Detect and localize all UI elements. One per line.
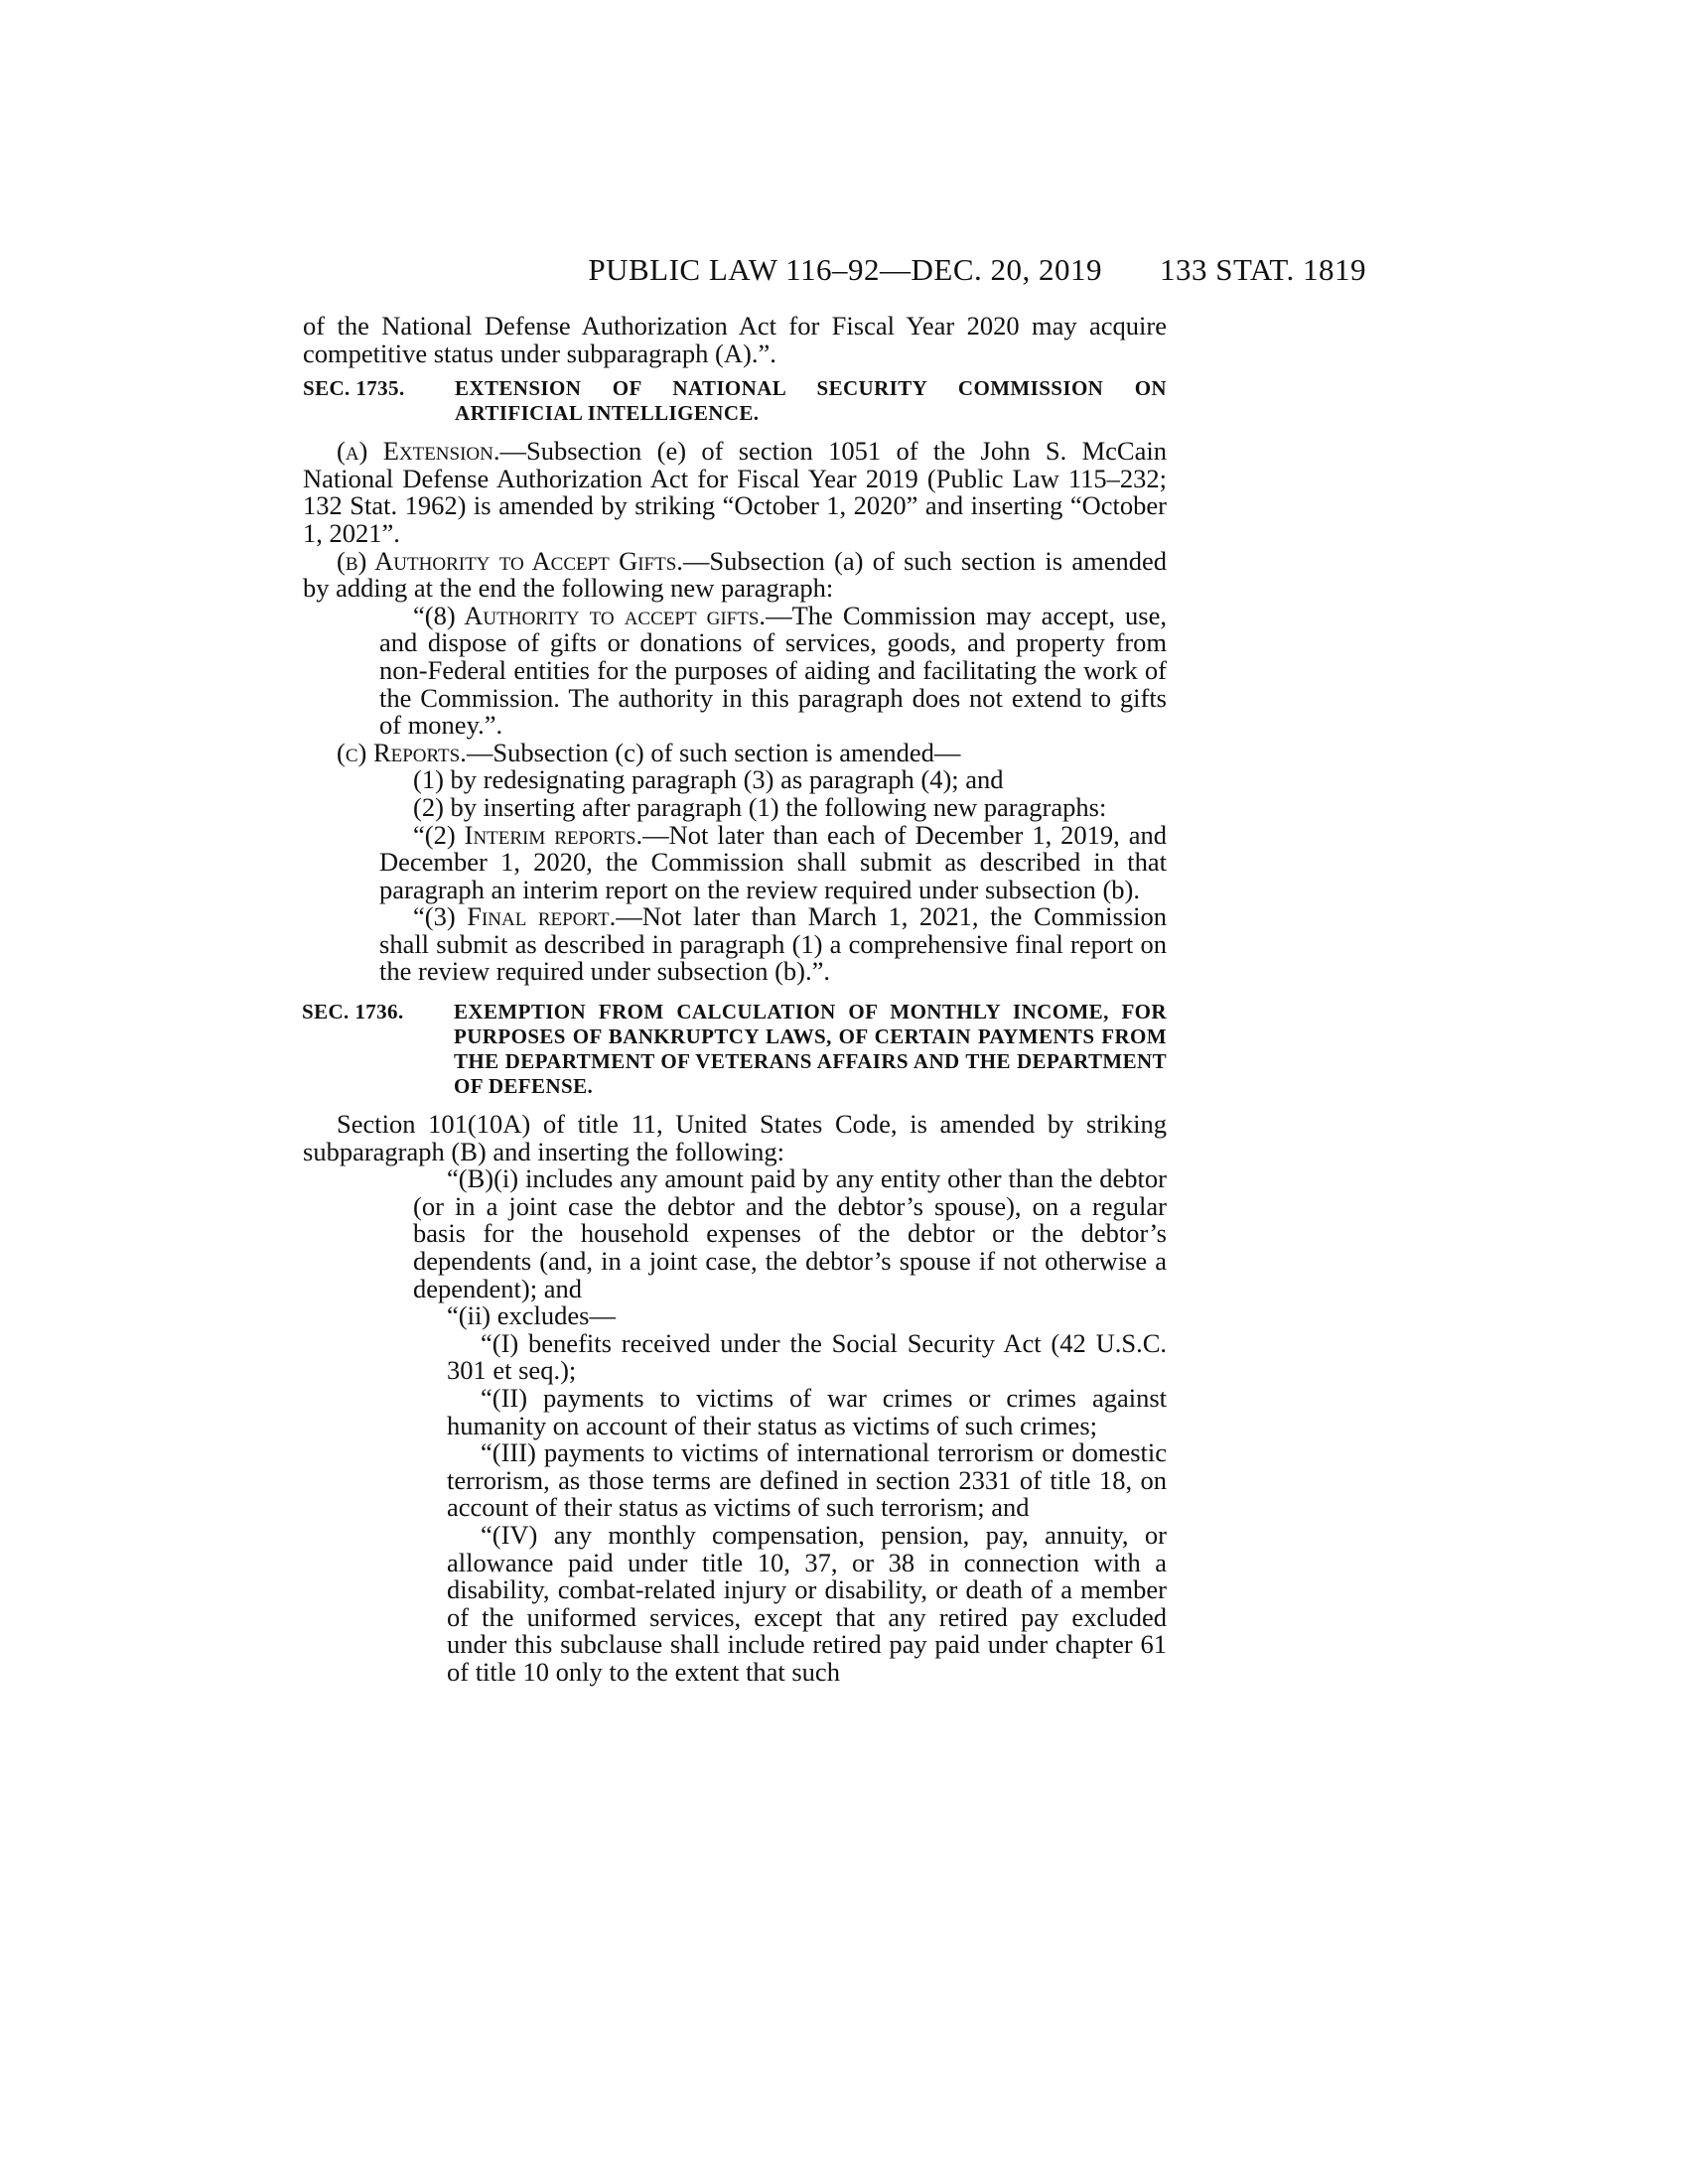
subsection-a [303,438,1167,547]
section-1736-heading [302,1000,1167,1099]
subsection-c-heading: (c) Reports. [337,737,467,767]
section-title: EXTENSION OF NATIONAL SECURITY COMMISSION ON ARTIFICIAL INTELLIGENCE. [455,376,1167,426]
paragraph-8-text: —The Commission may accept, use, and dispose of gifts or donations of services, goods, and property from non-Federal entities for the purposes of aiding and facilitating the work of the Commission. The authority in this paragraph does not extend to gifts of money.”. [379,600,1167,741]
clause-ii: “(ii) excludes— [447,1300,616,1331]
subsection-c-item-1: (1) by redesignating paragraph (3) as paragraph (4); and [413,764,1004,795]
final-report-text: —Not later than March 1, 2021, the Commission shall submit as described in paragraph (1) a comprehensive final report on the review required under subsection (b).”. [379,901,1167,987]
paragraph-8 [379,600,1167,741]
final-report-paragraph [379,903,1167,986]
subsection-c-item-2: (2) by inserting after paragraph (1) the following new paragraphs: [413,791,1107,822]
running-title: PUBLIC LAW 116–92—DEC. 20, 2019 [588,252,1102,287]
subclause-III: “(III) payments to victims of international terrorism or domestic terrorism, as those terms are defined in section 2331 of title 18, on account of their status as victims of such terrorism; and [447,1437,1167,1523]
interim-reports-paragraph [379,819,1167,904]
interim-reports-text: —Not later than each of December 1, 2019, and December 1, 2020, the Commission shall submit as described in that paragraph an interim report on the review required under subsection (b). [379,819,1167,904]
paragraph-8-heading: “(8) Authority to accept gifts. [413,600,767,630]
subsection-a-heading: (a) Extension. [337,436,500,467]
section-number: SEC. 1735. [303,376,405,401]
subsection-c-text: —Subsection (c) of such section is amended— [466,737,961,767]
subsection-b-heading: (b) Authority to Accept Gifts. [337,545,683,576]
section-title: EXEMPTION FROM CALCULATION OF MONTHLY INCOME, FOR PURPOSES OF BANKRUPTCY LAWS, OF CERTAIN PAYMENTS FROM THE DEPARTMENT OF VETERANS AFFAIRS AND THE DEPARTMENT OF DEFENSE. [454,1000,1167,1099]
subclause-I: “(I) benefits received under the Social Security Act (42 U.S.C. 301 et seq.); [447,1327,1167,1386]
final-report-heading: “(3) Final report. [413,901,617,932]
subsection-c [303,737,1167,767]
subsection-a-text: —Subsection (e) of section 1051 of the John S. McCain National Defense Authorization Act for Fiscal Year 2019 (Public Law 115–232; 132 Stat. 1962) is amended by striking “October 1, 2020” and inserting “October 1, 2021”. [303,436,1167,548]
section-1735-heading [303,376,1167,426]
running-header [298,249,1366,291]
interim-reports-heading: “(2) Interim reports. [413,819,643,850]
continuation-paragraph: of the National Defense Authorization Act for Fiscal Year 2020 may acquire competitive status under subparagraph (A).”. [303,311,1167,368]
clause-b-i: “(B)(i) includes any amount paid by any entity other than the debtor (or in a joint case the debtor and the debtor’s spouse), on a regular basis for the household expenses of the debtor or the debtor’s dependents (and, in a joint case, the debtor’s spouse if not otherwise a dependent); and [413,1163,1167,1303]
document-body [303,313,1167,1687]
subsection-b-text: —Subsection (a) of such section is amended by adding at the end the following new paragraph: [303,545,1167,604]
subclause-II: “(II) payments to victims of war crimes or crimes against humanity on account of their status as victims of such crimes; [447,1383,1167,1440]
page-reference: 133 STAT. 1819 [1159,252,1366,287]
subsection-b [303,545,1167,604]
section-1736-intro: Section 101(10A) of title 11, United States Code, is amended by striking subparagraph (B) and inserting the following: [303,1109,1167,1166]
subclause-IV: “(IV) any monthly compensation, pension, pay, annuity, or allowance paid under title 10, 37, or 38 in connection with a disability, combat-related injury or disability, or death of a member of the uniformed services, except that any retired pay excluded under this subclause shall include retired pay paid under chapter 61 of title 10 only to the extent that such [447,1519,1167,1687]
section-number: SEC. 1736. [302,1000,404,1024]
